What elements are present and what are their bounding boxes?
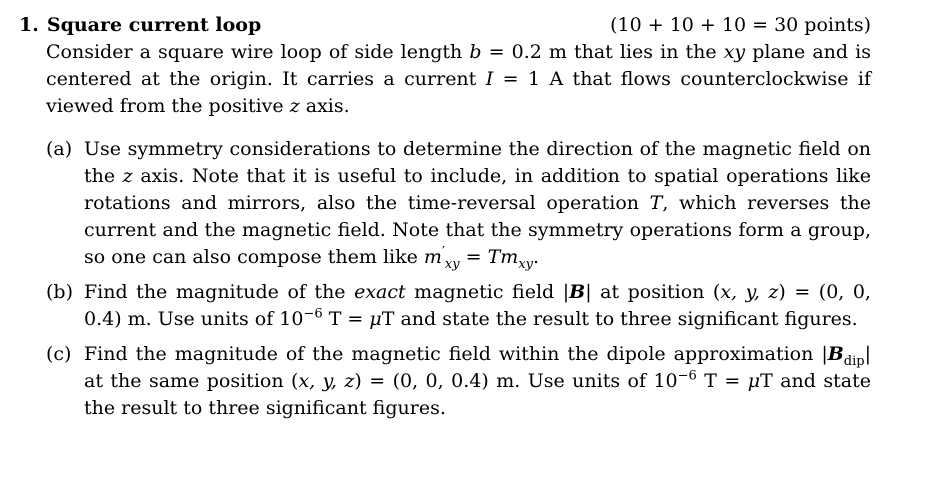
part-c — [19, 341, 871, 422]
part-b-text-3: | at position ( — [585, 281, 721, 303]
mu-symbol: μ — [369, 308, 382, 330]
part-b-text — [84, 279, 871, 333]
period: . — [533, 246, 540, 268]
position-vars: x, y, z — [298, 370, 355, 392]
vector-b: B — [569, 281, 586, 303]
problem-title-text: Square current loop — [46, 14, 262, 36]
mirror-subscript: xy — [444, 256, 460, 272]
problem-intro — [19, 39, 871, 120]
var-xy: xy — [723, 41, 746, 63]
part-b-text-1: Find the magnitude of the — [84, 281, 355, 303]
time-reversal-symbol: T — [649, 192, 663, 214]
part-a-label: (a) — [46, 138, 73, 160]
part-c-text-2: | at the same position ( — [84, 343, 871, 392]
var-z: z — [122, 165, 133, 187]
part-c-text — [84, 341, 871, 422]
part-b-label: (b) — [46, 281, 73, 303]
equals-sign: = — [459, 246, 488, 268]
part-b-text-5: T = — [322, 308, 370, 330]
intro-text-4: = 1 A that flows counterclockwise if viewed from the positive — [46, 68, 871, 117]
intro-text-2: = 0.2 m that lies in the — [481, 41, 724, 63]
document — [19, 12, 871, 430]
part-a-text-2: axis. Note that it is useful to include, in addition to spatial operations like rotations and mirrors, also the time-reversal operation — [84, 165, 871, 214]
part-c-text-4: T = — [696, 370, 748, 392]
part-c-text-3: ) = (0, 0, 0.4) m. Use units of 10 — [354, 370, 678, 392]
vector-b: B — [827, 343, 844, 365]
part-c-text-1: Find the magnitude of the magnetic field within the dipole approximation | — [84, 343, 828, 365]
part-c-text-5: T and state the result to three significant figures. — [84, 370, 871, 419]
var-i: I — [485, 68, 494, 90]
part-c-label: (c) — [46, 343, 72, 365]
part-a-text-3: , which reverses the current and the magnetic field. Note that the symmetry operations form a group, so one can also compose them like — [84, 192, 871, 268]
part-b-text-2: magnetic field | — [405, 281, 570, 303]
problem-number: 1. — [19, 14, 39, 36]
part-a-text — [84, 136, 871, 271]
var-b: b — [469, 41, 482, 63]
mirror-symbol: m — [423, 246, 442, 268]
mu-symbol: μ — [747, 370, 761, 392]
mirror-symbol: m — [500, 246, 519, 268]
time-reversal-symbol: T — [487, 246, 501, 268]
part-b-text-4: ) = (0, 0, 0.4) m. Use units of 10 — [84, 281, 871, 330]
intro-text-1: Consider a square wire loop of side length — [46, 41, 470, 63]
exponent: −6 — [677, 368, 697, 384]
part-a — [19, 136, 871, 271]
part-b-text-6: T and state the result to three significant figures. — [381, 308, 858, 330]
part-a-text-1: Use symmetry considerations to determine the direction of the magnetic field on the — [84, 138, 871, 187]
problem-title — [19, 12, 261, 39]
intro-text-5: axis. — [299, 95, 350, 117]
dip-subscript: dip — [843, 353, 865, 369]
problem-points: (10 + 10 + 10 = 30 points) — [610, 14, 871, 36]
exponent: −6 — [303, 306, 323, 322]
problem-header — [19, 12, 871, 39]
mirror-subscript: xy — [518, 256, 533, 272]
emphasis-exact: exact — [354, 281, 406, 303]
intro-text-3: plane and is centered at the origin. It carries a current — [46, 41, 871, 90]
prime-mark: ′ — [441, 244, 445, 260]
var-z: z — [289, 95, 300, 117]
part-b — [19, 279, 871, 333]
parts-list — [19, 136, 871, 422]
position-vars: x, y, z — [720, 281, 779, 303]
